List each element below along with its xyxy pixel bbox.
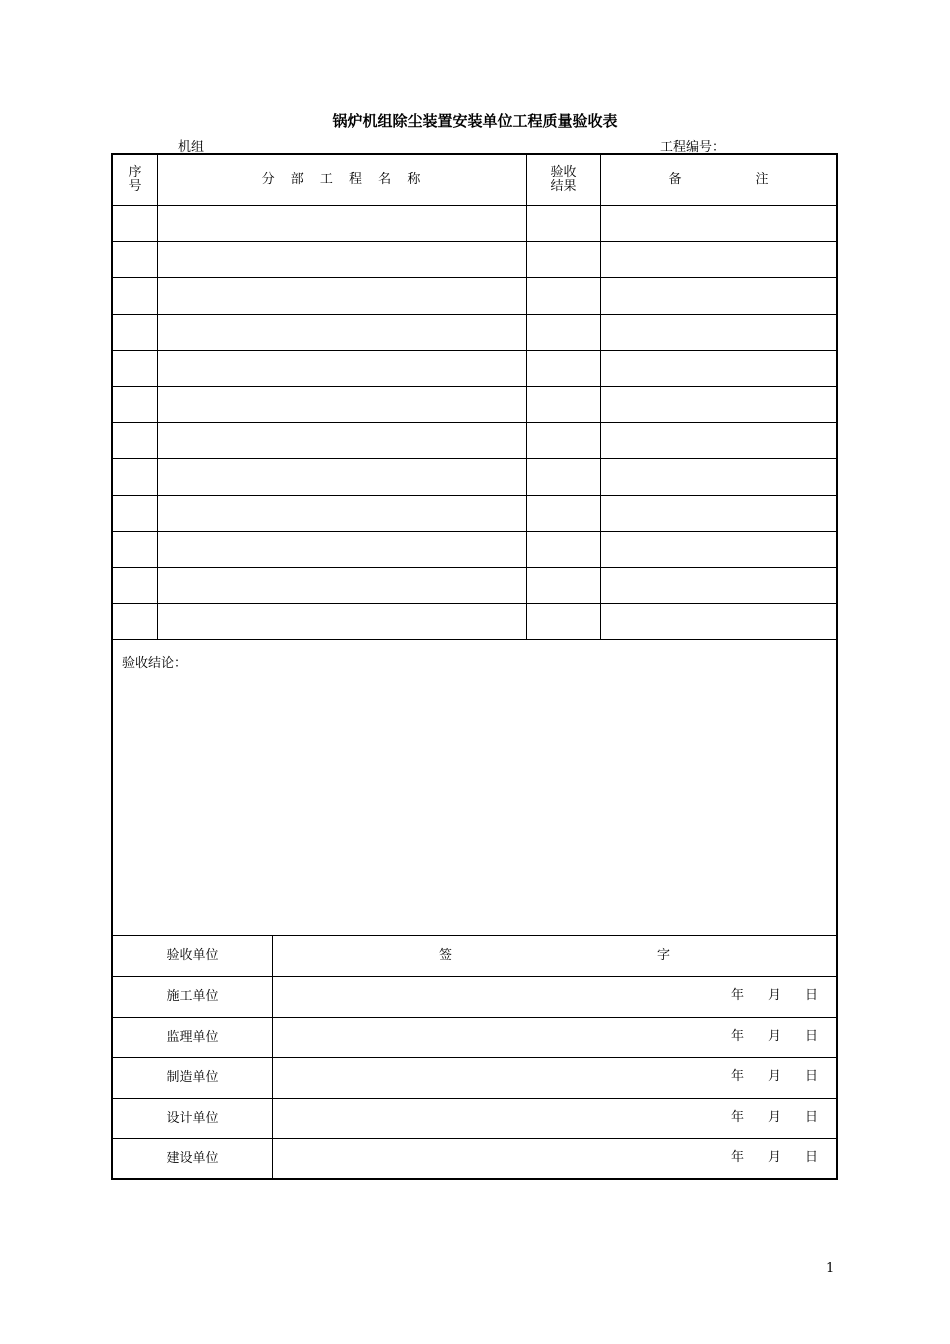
sign-unit-label: 监理单位: [166, 1030, 219, 1045]
conclusion-label: 验收结论：: [122, 656, 188, 671]
row-seq-cell[interactable]: [113, 206, 157, 241]
row-name-cell[interactable]: [158, 206, 526, 241]
sign-unit-label: 建设单位: [166, 1151, 219, 1166]
page-title: 锅炉机组除尘装置安装单位工程质量验收表: [332, 112, 618, 130]
date-field[interactable]: [731, 1030, 819, 1044]
row-name-cell[interactable]: [158, 278, 526, 313]
sign-header-sign-a: 签: [438, 948, 452, 963]
row-seq-cell[interactable]: [113, 496, 157, 531]
row-result-cell[interactable]: [527, 604, 600, 639]
date-field[interactable]: [731, 1151, 819, 1165]
header-result-line2: 结果: [550, 179, 577, 194]
date-day-label: 日: [805, 1029, 819, 1044]
row-result-cell[interactable]: [527, 206, 600, 241]
row-name-cell[interactable]: [158, 242, 526, 277]
date-year-label: 年: [731, 1150, 745, 1165]
row-remark-cell[interactable]: [601, 242, 836, 277]
header-seq-line1: 序: [128, 165, 142, 180]
date-field[interactable]: [731, 1070, 819, 1084]
row-seq-cell[interactable]: [113, 351, 157, 386]
date-day-label: 日: [805, 1110, 819, 1125]
row-result-cell[interactable]: [527, 459, 600, 494]
row-remark-cell[interactable]: [601, 351, 836, 386]
row-result-cell[interactable]: [527, 315, 600, 350]
row-name-cell[interactable]: [158, 459, 526, 494]
row-name-cell[interactable]: [158, 532, 526, 567]
row-result-cell[interactable]: [527, 351, 600, 386]
header-name: [158, 155, 526, 205]
row-seq-cell[interactable]: [113, 568, 157, 603]
row-remark-cell[interactable]: [601, 206, 836, 241]
row-name-cell[interactable]: [158, 496, 526, 531]
row-remark-cell[interactable]: [601, 568, 836, 603]
date-month-label: 月: [768, 1150, 782, 1165]
date-year-label: 年: [731, 1110, 745, 1125]
row-name-cell[interactable]: [158, 568, 526, 603]
date-day-label: 日: [805, 1069, 819, 1084]
sign-header-unit: 验收单位: [166, 948, 219, 963]
header-result: [527, 155, 600, 205]
header-seq: [113, 155, 157, 205]
date-month-label: 月: [768, 988, 782, 1003]
header-remark: [601, 155, 836, 205]
acceptance-sheet: [111, 153, 838, 1180]
date-year-label: 年: [731, 1029, 745, 1044]
date-month-label: 月: [768, 1069, 782, 1084]
signature-field[interactable]: [273, 1058, 713, 1098]
date-field[interactable]: [731, 989, 819, 1003]
unit-label: 机组: [178, 140, 205, 155]
conclusion-area[interactable]: [113, 640, 836, 934]
header-name-label: 分 部 工 程 名 称: [261, 172, 423, 187]
row-seq-cell[interactable]: [113, 459, 157, 494]
row-remark-cell[interactable]: [601, 459, 836, 494]
date-month-label: 月: [768, 1110, 782, 1125]
row-result-cell[interactable]: [527, 242, 600, 277]
signature-field[interactable]: [273, 977, 713, 1017]
row-remark-cell[interactable]: [601, 604, 836, 639]
sign-unit-label: 施工单位: [166, 989, 219, 1004]
row-remark-cell[interactable]: [601, 387, 836, 422]
project-number-label: 工程编号：: [660, 140, 726, 155]
row-name-cell[interactable]: [158, 315, 526, 350]
header-result-line1: 验收: [550, 165, 577, 180]
row-result-cell[interactable]: [527, 568, 600, 603]
row-seq-cell[interactable]: [113, 604, 157, 639]
row-remark-cell[interactable]: [601, 278, 836, 313]
sign-header-sign: [273, 936, 836, 976]
row-result-cell[interactable]: [527, 532, 600, 567]
sign-unit-label: 设计单位: [166, 1111, 219, 1126]
date-year-label: 年: [731, 1069, 745, 1084]
row-name-cell[interactable]: [158, 351, 526, 386]
row-seq-cell[interactable]: [113, 423, 157, 458]
date-year-label: 年: [731, 988, 745, 1003]
row-remark-cell[interactable]: [601, 423, 836, 458]
row-seq-cell[interactable]: [113, 387, 157, 422]
header-remark-a: 备: [668, 172, 682, 187]
signature-field[interactable]: [273, 1018, 713, 1058]
page-number: 1: [826, 1261, 835, 1276]
header-seq-line2: 号: [128, 179, 142, 194]
row-result-cell[interactable]: [527, 278, 600, 313]
date-month-label: 月: [768, 1029, 782, 1044]
signature-field[interactable]: [273, 1139, 713, 1179]
row-name-cell[interactable]: [158, 423, 526, 458]
header-remark-b: 注: [755, 172, 769, 187]
date-day-label: 日: [805, 1150, 819, 1165]
date-field[interactable]: [731, 1111, 819, 1125]
row-seq-cell[interactable]: [113, 315, 157, 350]
row-remark-cell[interactable]: [601, 315, 836, 350]
row-remark-cell[interactable]: [601, 496, 836, 531]
row-seq-cell[interactable]: [113, 278, 157, 313]
row-name-cell[interactable]: [158, 604, 526, 639]
row-seq-cell[interactable]: [113, 242, 157, 277]
row-remark-cell[interactable]: [601, 532, 836, 567]
row-result-cell[interactable]: [527, 423, 600, 458]
row-seq-cell[interactable]: [113, 532, 157, 567]
row-name-cell[interactable]: [158, 387, 526, 422]
signature-field[interactable]: [273, 1099, 713, 1139]
row-result-cell[interactable]: [527, 387, 600, 422]
sign-header-sign-b: 字: [657, 948, 671, 963]
sign-unit-label: 制造单位: [166, 1070, 219, 1085]
row-result-cell[interactable]: [527, 496, 600, 531]
date-day-label: 日: [805, 988, 819, 1003]
